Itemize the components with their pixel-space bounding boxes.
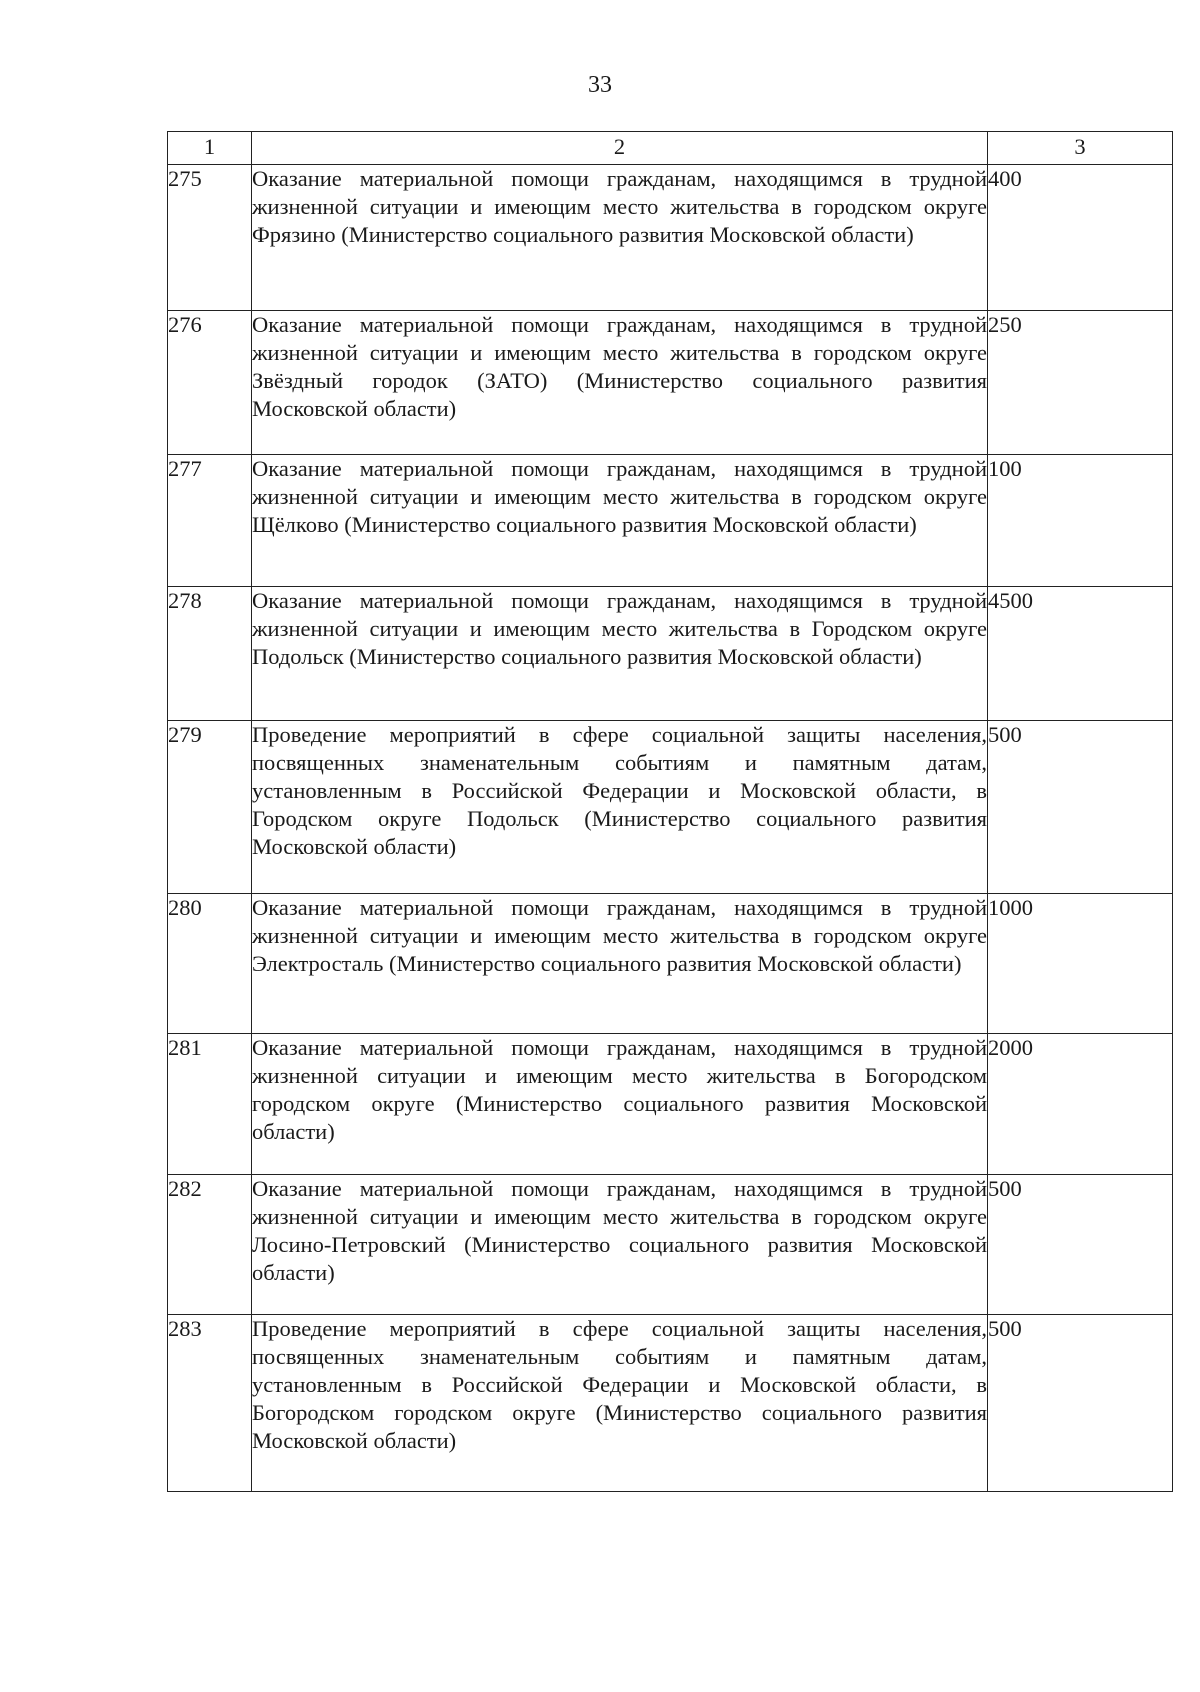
column-header-2: 2 <box>252 132 988 165</box>
table-row <box>168 1315 1173 1492</box>
row-amount: 400 <box>988 165 1173 311</box>
table-row <box>168 1175 1173 1315</box>
row-number: 276 <box>168 311 252 455</box>
row-description: Оказание материальной помощи гражданам, находящимся в трудной жизненной ситуации и имеющим место жительства в городском округе Электросталь (Министерство социального развития Московской области) <box>252 894 988 1034</box>
row-amount: 500 <box>988 1175 1173 1315</box>
table-row <box>168 311 1173 455</box>
page-number: 33 <box>588 72 612 98</box>
row-description: Оказание материальной помощи гражданам, находящимся в трудной жизненной ситуации и имеющим место жительства в городском округе Звёздный городок (ЗАТО) (Министерство социального развития Московской области) <box>252 311 988 455</box>
column-header-1: 1 <box>168 132 252 165</box>
table-row <box>168 1034 1173 1175</box>
row-description: Проведение мероприятий в сфере социальной защиты населения, посвященных знаменательным событиям и памятным датам, установленным в Российской Федерации и Московской области, в Городском округе Подольск (Министерство социального развития Московской области) <box>252 721 988 894</box>
row-number: 283 <box>168 1315 252 1492</box>
table-row <box>168 455 1173 587</box>
row-number: 278 <box>168 587 252 721</box>
row-amount: 250 <box>988 311 1173 455</box>
table-row <box>168 587 1173 721</box>
row-number: 280 <box>168 894 252 1034</box>
row-amount: 2000 <box>988 1034 1173 1175</box>
table-header-row <box>168 132 1173 165</box>
table-row <box>168 165 1173 311</box>
table-row <box>168 721 1173 894</box>
table-row <box>168 894 1173 1034</box>
row-number: 281 <box>168 1034 252 1175</box>
row-description: Оказание материальной помощи гражданам, находящимся в трудной жизненной ситуации и имеющим место жительства в городском округе Фрязино (Министерство социального развития Московской области) <box>252 165 988 311</box>
row-description: Проведение мероприятий в сфере социальной защиты населения, посвященных знаменательным событиям и памятным датам, установленным в Российской Федерации и Московской области, в Богородском городском округе (Министерство социального развития Московской области) <box>252 1315 988 1492</box>
row-description: Оказание материальной помощи гражданам, находящимся в трудной жизненной ситуации и имеющим место жительства в Богородском городском округе (Министерство социального развития Московской области) <box>252 1034 988 1175</box>
row-number: 277 <box>168 455 252 587</box>
appropriations-table <box>167 131 1173 1492</box>
row-number: 282 <box>168 1175 252 1315</box>
row-description: Оказание материальной помощи гражданам, находящимся в трудной жизненной ситуации и имеющим место жительства в Городском округе Подольск (Министерство социального развития Московской области) <box>252 587 988 721</box>
row-description: Оказание материальной помощи гражданам, находящимся в трудной жизненной ситуации и имеющим место жительства в городском округе Щёлково (Министерство социального развития Московской области) <box>252 455 988 587</box>
row-amount: 500 <box>988 1315 1173 1492</box>
row-amount: 1000 <box>988 894 1173 1034</box>
row-description: Оказание материальной помощи гражданам, находящимся в трудной жизненной ситуации и имеющим место жительства в городском округе Лосино-Петровский (Министерство социального развития Московской области) <box>252 1175 988 1315</box>
row-amount: 4500 <box>988 587 1173 721</box>
row-amount: 100 <box>988 455 1173 587</box>
row-number: 275 <box>168 165 252 311</box>
row-number: 279 <box>168 721 252 894</box>
column-header-3: 3 <box>988 132 1173 165</box>
row-amount: 500 <box>988 721 1173 894</box>
